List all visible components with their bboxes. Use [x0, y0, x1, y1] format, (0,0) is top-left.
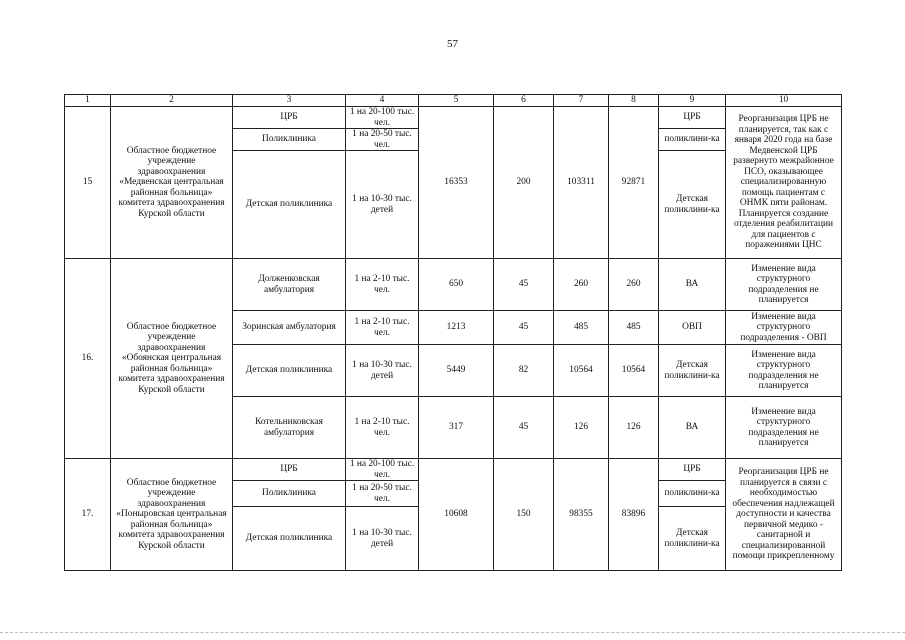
- unit-norm: 1 на 20-100 тыс. чел.: [346, 459, 419, 481]
- value-col8: 83896: [609, 459, 659, 571]
- unit-name: Долженковская амбулатория: [233, 259, 346, 311]
- col-header-1: 1: [65, 95, 111, 107]
- col-header-5: 5: [419, 95, 494, 107]
- unit-name: Зоринская амбулатория: [233, 311, 346, 345]
- unit-norm: 1 на 20-50 тыс. чел.: [346, 481, 419, 507]
- row-number: 17.: [65, 459, 111, 571]
- institution-name: Областное бюджетное учреждение здравоохранения «Обоянская центральная районная больница» комитета здравоохранения Курской области: [111, 259, 233, 459]
- unit-type: ВА: [659, 397, 726, 459]
- value-col8: 126: [609, 397, 659, 459]
- value-col8: 10564: [609, 345, 659, 397]
- institution-name: Областное бюджетное учреждение здравоохранения «Медвенская центральная районная больница» комитета здравоохранения Курской области: [111, 107, 233, 259]
- page-number: 57: [447, 38, 458, 50]
- unit-type: Детская поликлини-ка: [659, 151, 726, 259]
- unit-type: Детская поликлини-ка: [659, 345, 726, 397]
- unit-norm: 1 на 2-10 тыс. чел.: [346, 259, 419, 311]
- value-col6: 82: [494, 345, 554, 397]
- value-col5: 1213: [419, 311, 494, 345]
- value-col5: 5449: [419, 345, 494, 397]
- unit-norm: 1 на 2-10 тыс. чел.: [346, 311, 419, 345]
- note: Реорганизация ЦРБ не планируется в связи с необходимостью обеспечения надлежащей доступности и качества первичной медико - санитарной и специализированной помощи прикрепленному: [726, 459, 842, 571]
- unit-name: ЦРБ: [233, 107, 346, 129]
- value-col5: 650: [419, 259, 494, 311]
- unit-name: Котельниковская амбулатория: [233, 397, 346, 459]
- row-number: 16.: [65, 259, 111, 459]
- value-col7: 260: [554, 259, 609, 311]
- unit-name: Детская поликлиника: [233, 507, 346, 571]
- value-col5: 317: [419, 397, 494, 459]
- page-bottom-rule: [0, 632, 905, 633]
- unit-norm: 1 на 10-30 тыс. детей: [346, 345, 419, 397]
- note: Изменение вида структурного подразделения не планируется: [726, 397, 842, 459]
- unit-norm: 1 на 2-10 тыс. чел.: [346, 397, 419, 459]
- value-col5: 16353: [419, 107, 494, 259]
- value-col8: 92871: [609, 107, 659, 259]
- col-header-6: 6: [494, 95, 554, 107]
- value-col6: 45: [494, 311, 554, 345]
- unit-name: Поликлиника: [233, 129, 346, 151]
- note: Реорганизация ЦРБ не планируется, так как с января 2020 года на базе Медвенской ЦРБ развернуто межрайонное ПСО, оказывающее специализированную помощь пациентам с ОНМК пяти районам. Планируется создание отделения реабилитации для пациентов с поражениями ЦНС: [726, 107, 842, 259]
- value-col6: 150: [494, 459, 554, 571]
- facility-table: [64, 94, 842, 571]
- col-header-2: 2: [111, 95, 233, 107]
- unit-name: ЦРБ: [233, 459, 346, 481]
- institution-name: Областное бюджетное учреждение здравоохранения «Поныровская центральная районная больница» комитета здравоохранения Курской области: [111, 459, 233, 571]
- unit-type: ВА: [659, 259, 726, 311]
- value-col7: 98355: [554, 459, 609, 571]
- col-header-3: 3: [233, 95, 346, 107]
- value-col5: 10608: [419, 459, 494, 571]
- col-header-10: 10: [726, 95, 842, 107]
- unit-type: Детская поликлини-ка: [659, 507, 726, 571]
- value-col7: 103311: [554, 107, 609, 259]
- col-header-7: 7: [554, 95, 609, 107]
- unit-norm: 1 на 10-30 тыс. детей: [346, 507, 419, 571]
- unit-type: ЦРБ: [659, 107, 726, 129]
- value-col6: 45: [494, 259, 554, 311]
- unit-type: ЦРБ: [659, 459, 726, 481]
- note: Изменение вида структурного подразделения не планируется: [726, 259, 842, 311]
- value-col8: 485: [609, 311, 659, 345]
- col-header-8: 8: [609, 95, 659, 107]
- note: Изменение вида структурного подразделения - ОВП: [726, 311, 842, 345]
- value-col8: 260: [609, 259, 659, 311]
- col-header-9: 9: [659, 95, 726, 107]
- unit-norm: 1 на 10-30 тыс. детей: [346, 151, 419, 259]
- unit-name: Детская поликлиника: [233, 345, 346, 397]
- value-col7: 10564: [554, 345, 609, 397]
- col-header-4: 4: [346, 95, 419, 107]
- table-row: [65, 107, 842, 129]
- unit-norm: 1 на 20-100 тыс. чел.: [346, 107, 419, 129]
- value-col7: 126: [554, 397, 609, 459]
- row-number: 15: [65, 107, 111, 259]
- note: Изменение вида структурного подразделения не планируется: [726, 345, 842, 397]
- column-number-row: [65, 95, 842, 107]
- unit-type: поликлини-ка: [659, 481, 726, 507]
- unit-name: Поликлиника: [233, 481, 346, 507]
- table-row: [65, 459, 842, 481]
- unit-type: поликлини-ка: [659, 129, 726, 151]
- value-col6: 45: [494, 397, 554, 459]
- unit-name: Детская поликлиника: [233, 151, 346, 259]
- unit-type: ОВП: [659, 311, 726, 345]
- value-col7: 485: [554, 311, 609, 345]
- table-row: [65, 259, 842, 311]
- value-col6: 200: [494, 107, 554, 259]
- unit-norm: 1 на 20-50 тыс. чел.: [346, 129, 419, 151]
